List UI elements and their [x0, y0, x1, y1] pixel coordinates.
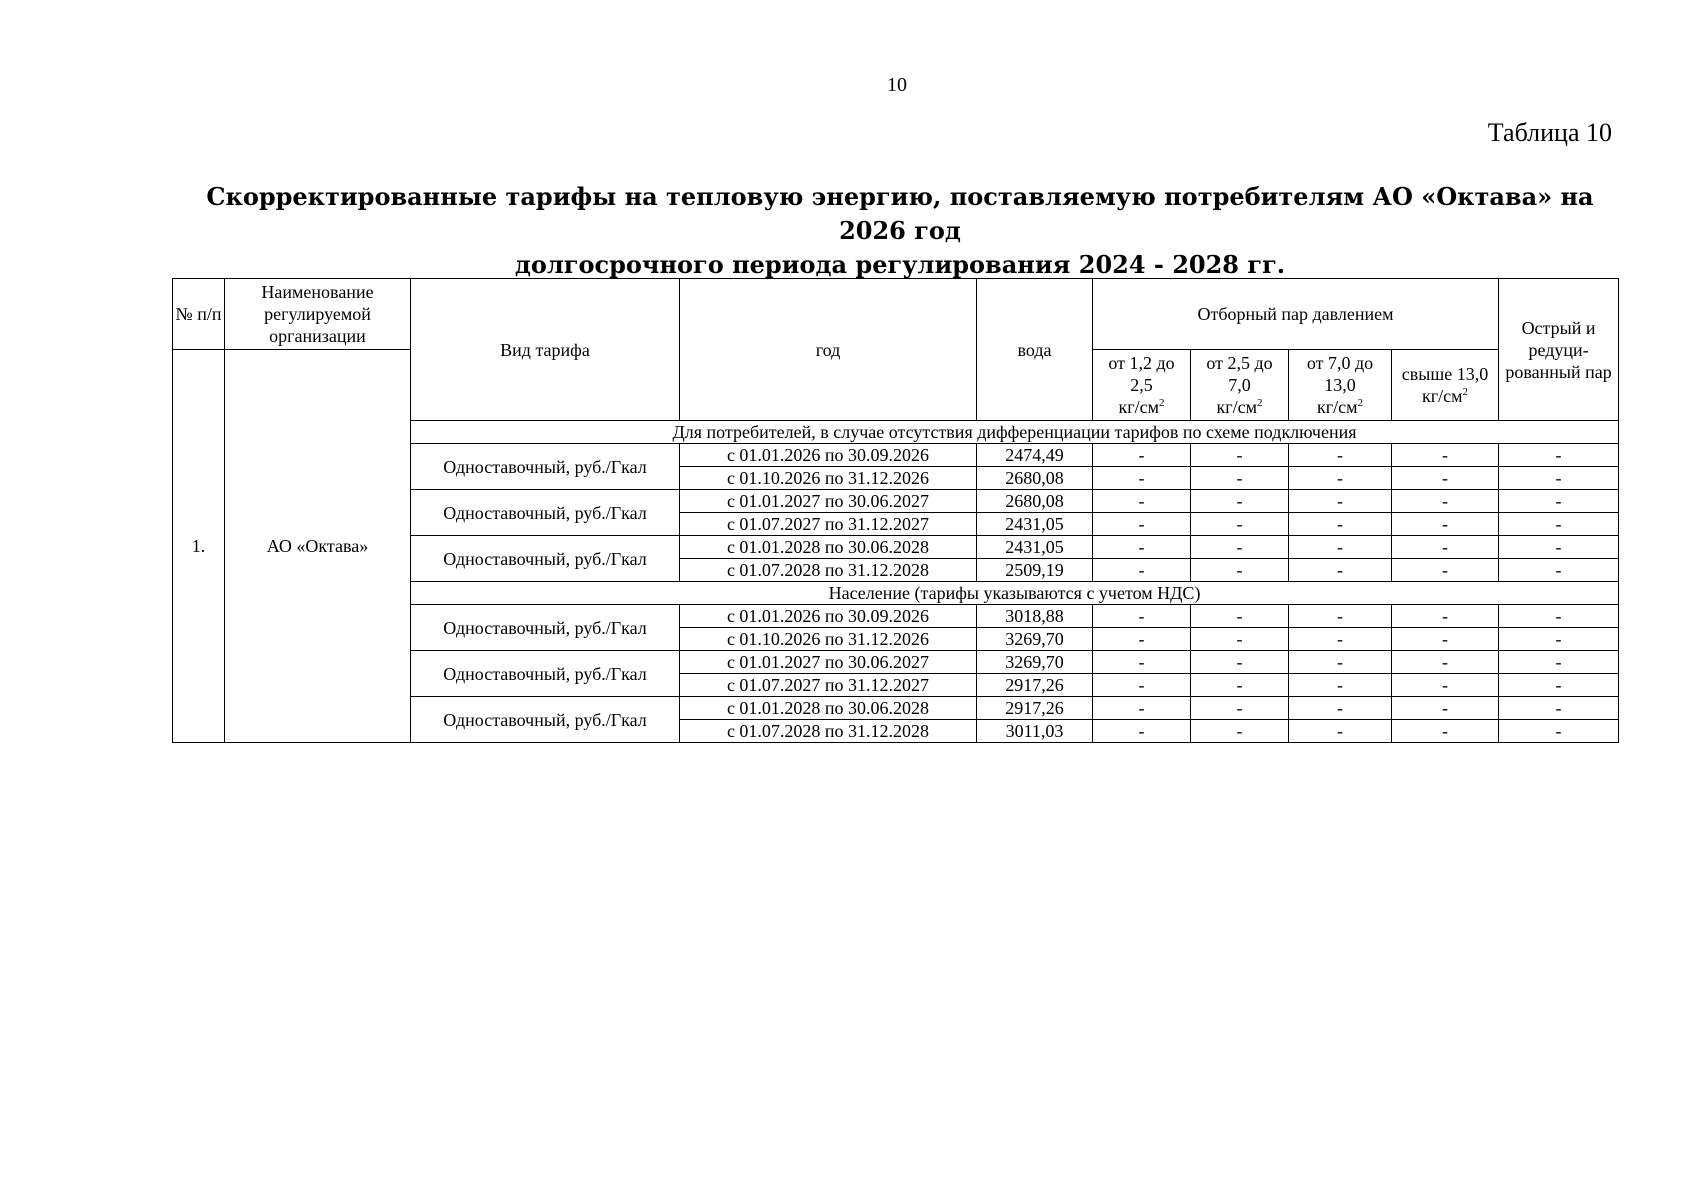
steam-1-cell: -: [1093, 628, 1191, 651]
water-value-cell: 3011,03: [977, 720, 1093, 743]
steam-1-cell: -: [1093, 467, 1191, 490]
steam-1-cell: -: [1093, 720, 1191, 743]
period-cell: с 01.01.2027 по 30.06.2027: [680, 490, 977, 513]
steam-4-cell: -: [1392, 513, 1499, 536]
sharp-steam-cell: -: [1499, 536, 1619, 559]
water-value-cell: 2680,08: [977, 490, 1093, 513]
steam-4-cell: -: [1392, 720, 1499, 743]
header-steam-2-range: от 2,5 до 7,0: [1206, 353, 1273, 395]
sharp-steam-cell: -: [1499, 651, 1619, 674]
steam-4-cell: -: [1392, 444, 1499, 467]
header-steam-2: [1191, 350, 1289, 421]
header-steam-group: Отборный пар давлением: [1093, 279, 1499, 350]
page-number: 10: [887, 74, 907, 96]
unit-sup: 2: [1357, 397, 1363, 409]
header-steam-4-unit: [1394, 385, 1496, 407]
header-org: Наименование регулируемой организации: [225, 279, 411, 350]
steam-2-cell: -: [1191, 490, 1289, 513]
steam-3-cell: -: [1289, 444, 1392, 467]
unit-text: кг/см: [1216, 397, 1257, 417]
header-steam-3: [1289, 350, 1392, 421]
period-cell: с 01.01.2026 по 30.09.2026: [680, 605, 977, 628]
header-steam-4-range: свыше 13,0: [1401, 364, 1489, 384]
tariff-type-cell: Одноставочный, руб./Гкал: [411, 605, 680, 651]
tariff-type-cell: Одноставочный, руб./Гкал: [411, 536, 680, 582]
steam-1-cell: -: [1093, 536, 1191, 559]
header-tariff-type: Вид тарифа: [411, 279, 680, 421]
steam-3-cell: -: [1289, 651, 1392, 674]
steam-2-cell: -: [1191, 720, 1289, 743]
steam-3-cell: -: [1289, 605, 1392, 628]
water-value-cell: 2474,49: [977, 444, 1093, 467]
tariff-type-cell: Одноставочный, руб./Гкал: [411, 697, 680, 743]
steam-3-cell: -: [1289, 720, 1392, 743]
title-line-1: Скорректированные тарифы на тепловую энергию, поставляемую потребителям АО «Октава» на 2026 год: [206, 182, 1594, 245]
steam-4-cell: -: [1392, 559, 1499, 582]
sharp-steam-cell: -: [1499, 697, 1619, 720]
sharp-steam-cell: -: [1499, 490, 1619, 513]
steam-1-cell: -: [1093, 674, 1191, 697]
water-value-cell: 2431,05: [977, 536, 1093, 559]
header-num: № п/п: [173, 279, 225, 350]
steam-2-cell: -: [1191, 697, 1289, 720]
unit-sup: 2: [1159, 397, 1165, 409]
steam-2-cell: -: [1191, 559, 1289, 582]
header-row: [173, 279, 1619, 350]
sharp-steam-cell: -: [1499, 559, 1619, 582]
water-value-cell: 3269,70: [977, 651, 1093, 674]
unit-sup: 2: [1462, 386, 1469, 398]
steam-3-cell: -: [1289, 536, 1392, 559]
steam-4-cell: -: [1392, 674, 1499, 697]
header-steam-2-unit: [1193, 396, 1286, 418]
unit-text: кг/см: [1422, 386, 1463, 406]
water-value-cell: 2431,05: [977, 513, 1093, 536]
tariff-type-cell: Одноставочный, руб./Гкал: [411, 651, 680, 697]
header-steam-1: [1093, 350, 1191, 421]
steam-2-cell: -: [1191, 444, 1289, 467]
steam-3-cell: -: [1289, 490, 1392, 513]
period-cell: с 01.07.2027 по 31.12.2027: [680, 513, 977, 536]
steam-1-cell: -: [1093, 651, 1191, 674]
steam-2-cell: -: [1191, 605, 1289, 628]
steam-1-cell: -: [1093, 444, 1191, 467]
steam-3-cell: -: [1289, 559, 1392, 582]
tariff-table: [172, 278, 1619, 743]
sharp-steam-cell: -: [1499, 628, 1619, 651]
header-year: год: [680, 279, 977, 421]
steam-1-cell: -: [1093, 697, 1191, 720]
steam-4-cell: -: [1392, 651, 1499, 674]
header-water: вода: [977, 279, 1093, 421]
steam-2-cell: -: [1191, 513, 1289, 536]
header-steam-1-range: от 1,2 до 2,5: [1108, 353, 1175, 395]
water-value-cell: 3018,88: [977, 605, 1093, 628]
document-title: [195, 180, 1605, 282]
water-value-cell: 3269,70: [977, 628, 1093, 651]
section-label: Население (тарифы указываются с учетом НДС): [411, 582, 1619, 605]
header-steam-3-unit: [1291, 396, 1389, 418]
steam-2-cell: -: [1191, 628, 1289, 651]
steam-1-cell: -: [1093, 513, 1191, 536]
water-value-cell: 2680,08: [977, 467, 1093, 490]
organization-cell: АО «Октава»: [225, 350, 411, 743]
steam-2-cell: -: [1191, 674, 1289, 697]
steam-4-cell: -: [1392, 605, 1499, 628]
steam-2-cell: -: [1191, 536, 1289, 559]
sharp-steam-cell: -: [1499, 467, 1619, 490]
sharp-steam-cell: -: [1499, 605, 1619, 628]
steam-3-cell: -: [1289, 628, 1392, 651]
header-steam-4: [1392, 350, 1499, 421]
period-cell: с 01.10.2026 по 31.12.2026: [680, 628, 977, 651]
water-value-cell: 2917,26: [977, 674, 1093, 697]
steam-1-cell: -: [1093, 605, 1191, 628]
period-cell: с 01.10.2026 по 31.12.2026: [680, 467, 977, 490]
period-cell: с 01.07.2027 по 31.12.2027: [680, 674, 977, 697]
unit-sup: 2: [1257, 397, 1263, 409]
tariff-type-cell: Одноставочный, руб./Гкал: [411, 444, 680, 490]
steam-4-cell: -: [1392, 536, 1499, 559]
steam-2-cell: -: [1191, 467, 1289, 490]
steam-3-cell: -: [1289, 697, 1392, 720]
period-cell: с 01.01.2028 по 30.06.2028: [680, 536, 977, 559]
period-cell: с 01.07.2028 по 31.12.2028: [680, 720, 977, 743]
title-line-2: долгосрочного периода регулирования 2024 - 2028 гг.: [514, 250, 1286, 279]
header-sharp-steam: Острый и редуци-рованный пар: [1499, 279, 1619, 421]
period-cell: с 01.07.2028 по 31.12.2028: [680, 559, 977, 582]
steam-2-cell: -: [1191, 651, 1289, 674]
header-steam-1-unit: [1095, 396, 1188, 418]
sharp-steam-cell: -: [1499, 444, 1619, 467]
sharp-steam-cell: -: [1499, 720, 1619, 743]
steam-4-cell: -: [1392, 490, 1499, 513]
sharp-steam-cell: -: [1499, 674, 1619, 697]
unit-text: кг/см: [1118, 397, 1159, 417]
steam-3-cell: -: [1289, 467, 1392, 490]
sharp-steam-cell: -: [1499, 513, 1619, 536]
table-label: Таблица 10: [1487, 118, 1612, 147]
row-number-cell: 1.: [173, 350, 225, 743]
water-value-cell: 2509,19: [977, 559, 1093, 582]
period-cell: с 01.01.2028 по 30.06.2028: [680, 697, 977, 720]
unit-text: кг/см: [1316, 397, 1358, 417]
header-steam-3-range: от 7,0 до 13,0: [1306, 353, 1374, 395]
steam-4-cell: -: [1392, 628, 1499, 651]
tariff-type-cell: Одноставочный, руб./Гкал: [411, 490, 680, 536]
water-value-cell: 2917,26: [977, 697, 1093, 720]
steam-3-cell: -: [1289, 513, 1392, 536]
section-label: Для потребителей, в случае отсутствия дифференциации тарифов по схеме подключения: [411, 421, 1619, 444]
period-cell: с 01.01.2027 по 30.06.2027: [680, 651, 977, 674]
steam-1-cell: -: [1093, 559, 1191, 582]
steam-3-cell: -: [1289, 674, 1392, 697]
period-cell: с 01.01.2026 по 30.09.2026: [680, 444, 977, 467]
steam-4-cell: -: [1392, 697, 1499, 720]
steam-1-cell: -: [1093, 490, 1191, 513]
steam-4-cell: -: [1392, 467, 1499, 490]
